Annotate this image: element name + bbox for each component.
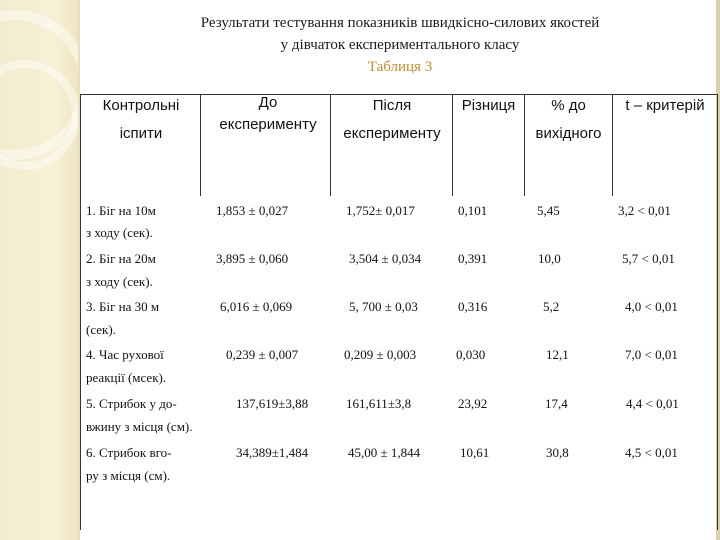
value-before: 3,895 ± 0,060 xyxy=(216,251,289,266)
value-difference: 10,61 xyxy=(460,445,490,460)
value-percent: 10,0 xyxy=(538,251,561,266)
test-name-continuation: (сек). xyxy=(86,322,116,337)
decorative-side-band xyxy=(0,0,78,540)
value-before: 6,016 ± 0,069 xyxy=(220,299,293,314)
value-after: 3,504 ± 0,034 xyxy=(349,251,422,266)
value-after: 45,00 ± 1,844 xyxy=(348,445,421,460)
value-difference: 0,391 xyxy=(458,251,488,266)
value-t-criterion: 3,2 < 0,01 xyxy=(618,203,671,218)
value-percent: 5,2 xyxy=(543,299,560,314)
value-after: 161,611±3,8 xyxy=(346,396,412,411)
header-line: % до xyxy=(551,97,586,114)
column-divider xyxy=(200,94,201,196)
value-difference: 23,92 xyxy=(458,396,488,411)
table-right-border xyxy=(717,94,718,530)
header-line: До xyxy=(258,94,278,111)
column-divider xyxy=(330,94,331,196)
header-line: Після xyxy=(372,97,412,114)
test-name: 6. Стрибок вго- xyxy=(86,445,172,460)
test-name: 4. Час рухової xyxy=(86,347,164,362)
value-after: 5, 700 ± 0,03 xyxy=(349,299,418,314)
test-name: 3. Біг на 30 м xyxy=(86,299,160,314)
header-percent xyxy=(525,92,612,148)
value-before: 34,389±1,484 xyxy=(236,445,309,460)
header-difference xyxy=(453,92,524,120)
table-label: Таблиця 3 xyxy=(367,59,433,75)
header-line: Різниця xyxy=(461,97,516,114)
test-name: 2. Біг на 20м xyxy=(86,251,156,266)
title-line-2: у дівчаток експериментального класу xyxy=(280,37,520,53)
value-difference: 0,030 xyxy=(456,347,486,362)
test-name-continuation: ру з місця (см). xyxy=(86,468,171,483)
value-percent: 12,1 xyxy=(546,347,569,362)
value-difference: 0,101 xyxy=(458,203,488,218)
test-name-continuation: з ходу (сек). xyxy=(86,274,153,289)
test-name: 5. Стрибок у до- xyxy=(86,396,177,411)
value-t-criterion: 5,7 < 0,01 xyxy=(622,251,675,266)
value-difference: 0,316 xyxy=(458,299,488,314)
value-before: 0,239 ± 0,007 xyxy=(226,347,299,362)
value-percent: 5,45 xyxy=(537,203,560,218)
header-line: вихідного xyxy=(535,125,602,142)
header-line: t – критерій xyxy=(625,97,705,114)
value-before: 137,619±3,88 xyxy=(236,396,309,411)
header-line: Контрольні xyxy=(102,97,180,114)
test-name: 1. Біг на 10м xyxy=(86,203,156,218)
test-name-continuation: вжину з місця (см). xyxy=(86,419,193,434)
header-line: експерименту xyxy=(219,116,317,133)
value-t-criterion: 4,0 < 0,01 xyxy=(625,299,678,314)
value-t-criterion: 7,0 < 0,01 xyxy=(625,347,678,362)
header-after xyxy=(332,92,452,148)
header-line: іспити xyxy=(119,125,163,142)
title-line-1: Результати тестування показників швидкісно-силових якостей xyxy=(200,15,600,31)
value-percent: 17,4 xyxy=(545,396,568,411)
header-line: експерименту xyxy=(343,125,441,142)
test-name-continuation: з ходу (сек). xyxy=(86,225,153,240)
value-percent: 30,8 xyxy=(546,445,569,460)
header-t-criterion xyxy=(613,92,717,120)
header-tests xyxy=(82,92,200,148)
value-t-criterion: 4,5 < 0,01 xyxy=(625,445,678,460)
value-after: 0,209 ± 0,003 xyxy=(344,347,417,362)
test-name-continuation: реакції (мсек). xyxy=(86,370,167,385)
value-before: 1,853 ± 0,027 xyxy=(216,203,289,218)
value-after: 1,752± 0,017 xyxy=(346,203,415,218)
header-before xyxy=(206,92,330,136)
value-t-criterion: 4,4 < 0,01 xyxy=(626,396,679,411)
